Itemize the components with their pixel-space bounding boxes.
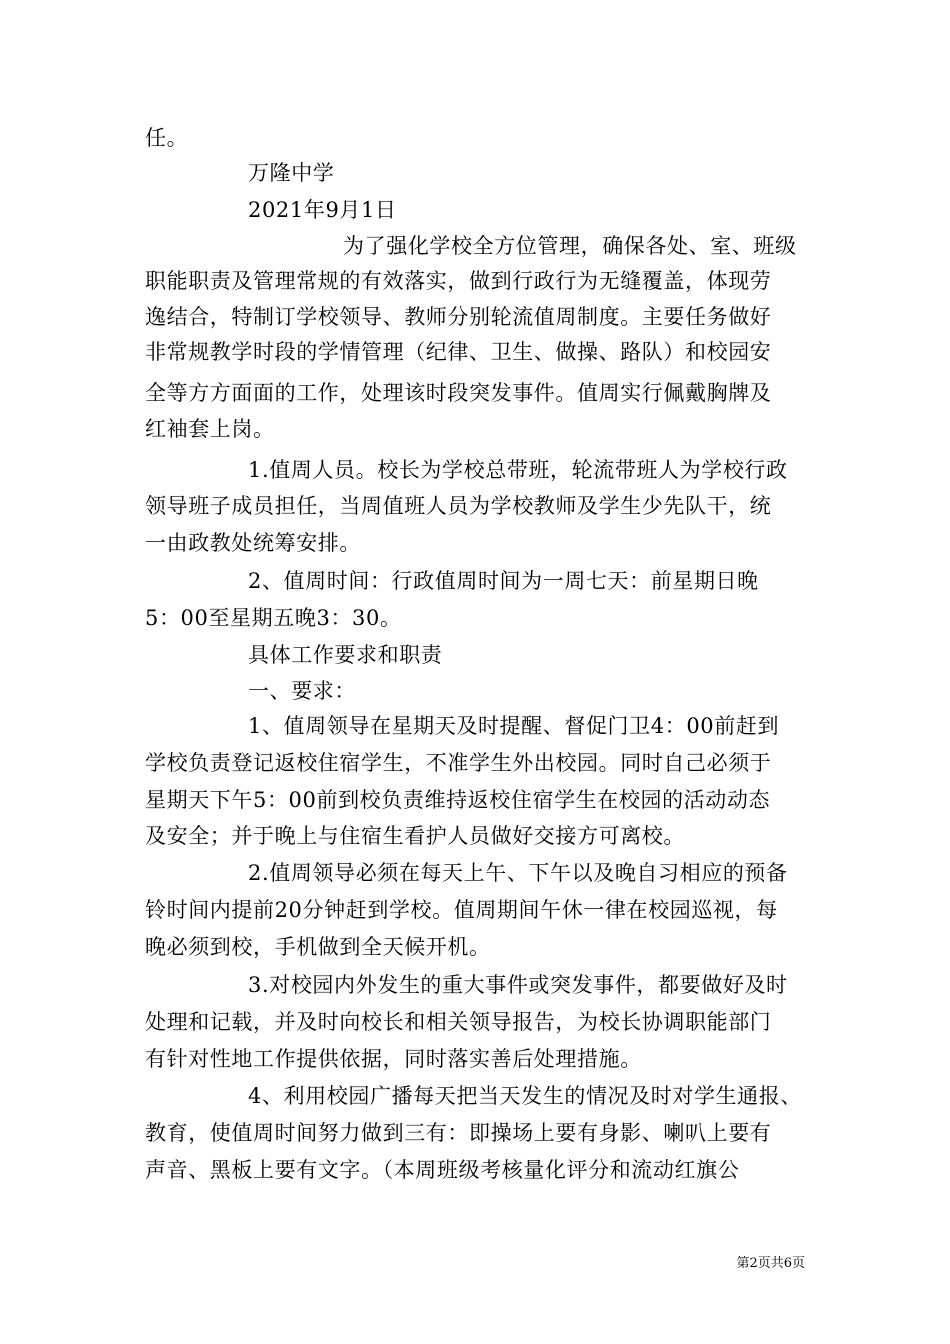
text-line: 1、值周领导在星期天及时提醒、督促门卫4：00前赶到	[248, 714, 780, 738]
text-line: 一由政教处统筹安排。	[145, 531, 361, 555]
section-heading: 具体工作要求和职责	[248, 643, 443, 667]
text-line: 2、值周时间：行政值周时间为一周七天：前星期日晚	[248, 569, 759, 593]
text-line: 5：00至星期五晚3：30。	[145, 606, 402, 630]
text-line: 晚必须到校，手机做到全天候开机。	[145, 935, 491, 959]
text-line: 教育，使值周时间努力做到三有：即操场上要有身影、喇叭上要有	[145, 1121, 772, 1145]
subsection-heading: 一、要求：	[248, 679, 356, 703]
text-line: 为了强化学校全方位管理，确保各处、室、班级	[343, 234, 797, 258]
text-line: 领导班子成员担任，当周值班人员为学校教师及学生少先队干，统	[145, 494, 772, 518]
text-line: 4、利用校园广播每天把当天发生的情况及时对学生通报、	[248, 1084, 802, 1108]
text-line: 红袖套上岗。	[145, 417, 275, 441]
text-line: 学校负责登记返校住宿学生，不准学生外出校园。同时自己必须于	[145, 751, 772, 775]
text-line: 声音、黑板上要有文字。（本周班级考核量化评分和流动红旗公	[145, 1158, 740, 1182]
text-line: 3.对校园内外发生的重大事件或突发事件，都要做好及时	[248, 973, 788, 997]
text-line: 逸结合，特制订学校领导、教师分别轮流值周制度。主要任务做好	[145, 305, 772, 329]
text-line: 及安全；并于晚上与住宿生看护人员做好交接方可离校。	[145, 824, 685, 848]
text-line: 铃时间内提前20分钟赶到学校。值周期间午休一律在校园巡视，每	[145, 898, 778, 922]
text-line: 任。	[145, 126, 189, 150]
text-line: 非常规教学时段的学情管理（纪律、卫生、做操、路队）和校园安	[145, 340, 772, 364]
text-line: 1.值周人员。校长为学校总带班，轮流带班人为学校行政	[248, 458, 788, 482]
text-line: 有针对性地工作提供依据，同时落实善后处理措施。	[145, 1047, 642, 1071]
text-line: 全等方方面面的工作，处理该时段突发事件。值周实行佩戴胸牌及	[145, 381, 772, 405]
page-number-footer: 第2页共6页	[736, 1256, 805, 1271]
text-line: 2.值周领导必须在每天上午、下午以及晚自习相应的预备	[248, 861, 788, 885]
text-line: 处理和记载，并及时向校长和相关领导报告，为校长协调职能部门	[145, 1010, 772, 1034]
text-line: 星期天下午5：00前到校负责维持返校住宿学生在校园的活动动态	[145, 788, 771, 812]
text-line: 职能职责及管理常规的有效落实，做到行政行为无缝覆盖，体现劳	[145, 269, 772, 293]
document-date: 2021年9月1日	[248, 198, 397, 222]
school-name: 万隆中学	[248, 161, 335, 185]
